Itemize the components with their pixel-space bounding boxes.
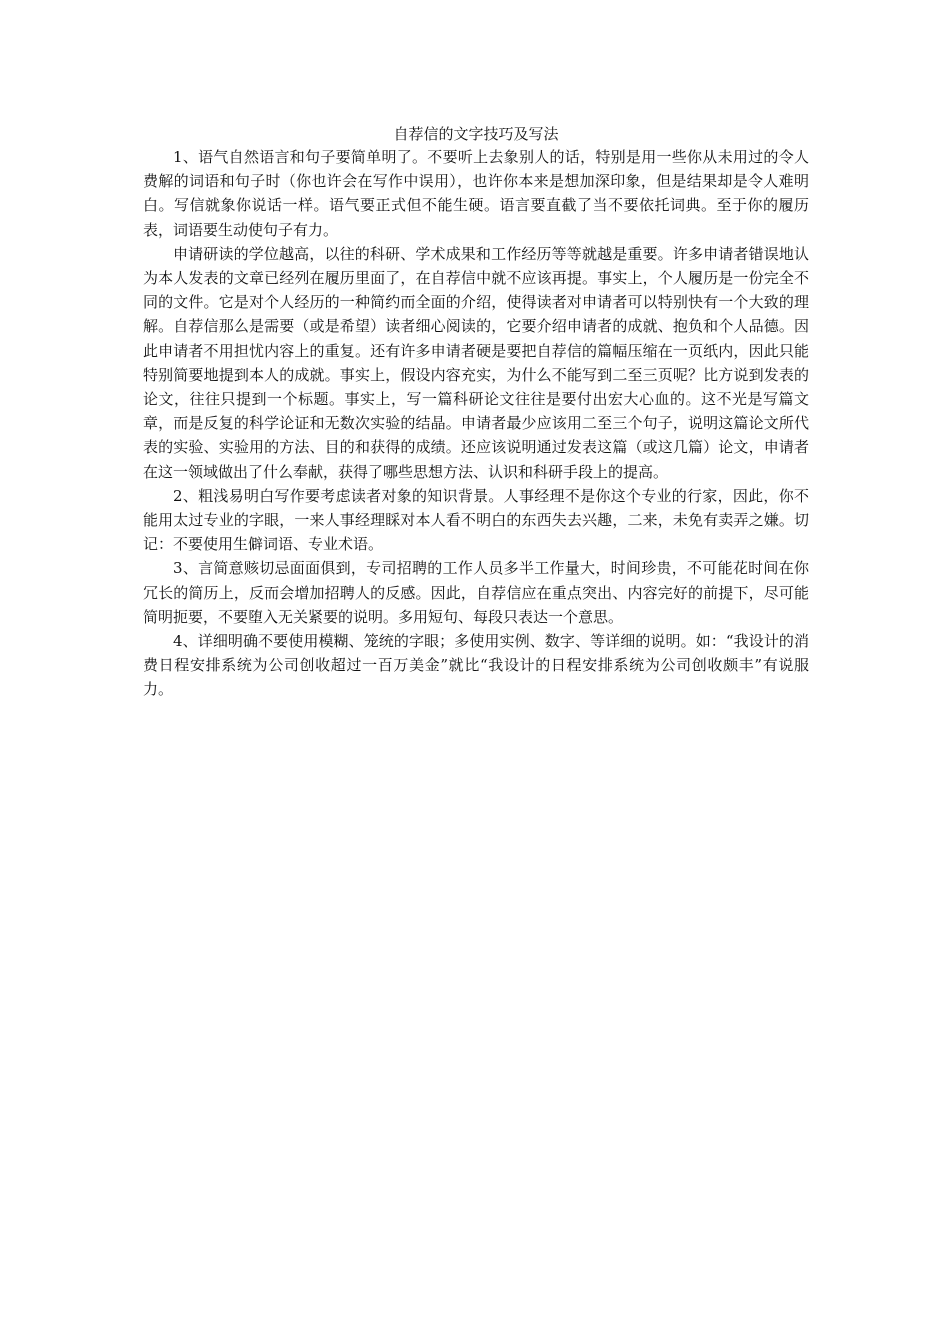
document-page bbox=[143, 123, 809, 702]
paragraph-tone: 1、语气自然语言和句子要简单明了。不要听上去象别人的话，特别是用一些你从未用过的令人费解的词语和句子时（你也许会在写作中误用），也许你本来是想加深印象，但是结果却是令人难明白。写信就象你说话一样。语气要正式但不能生硬。语言要直截了当不要依托词典。至于你的履历表，词语要生动使句子有力。 bbox=[143, 148, 809, 239]
paragraph-specificity: 4、详细明确不要使用模糊、笼统的字眼；多使用实例、数字、等详细的说明。如：“我设计的消费日程安排系统为公司创收超过一百万美金”就比“我设计的日程安排系统为公司创收颇丰”有说服力。 bbox=[143, 632, 809, 699]
paragraph-simplicity: 2、粗浅易明白写作要考虑读者对象的知识背景。人事经理不是你这个专业的行家，因此，你不能用太过专业的字眼，一来人事经理睬对本人看不明白的东西失去兴趣，二来，未免有卖弄之嫌。切记：不要使用生僻词语、专业术语。 bbox=[143, 486, 809, 554]
document-title: 自荐信的文字技巧及写法 bbox=[393, 125, 559, 143]
paragraph-achievements: 申请研读的学位越高，以往的科研、学术成果和工作经历等等就越是重要。许多申请者错误地认为本人发表的文章已经列在履历里面了，在自荐信中就不应该再提。事实上，个人履历是一份完全不同的文件。它是对个人经历的一种简约而全面的介绍，使得读者对申请者可以特别快有一个大致的理解。自荐信那么是需要（或是希望）读者细心阅读的，它要介绍申请者的成就、抱负和个人品德。因此申请者不用担忧内容上的重复。还有许多申请者硬是要把自荐信的篇幅压缩在一页纸内，因此只能特别简要地提到本人的成就。事实上，假设内容充实，为什么不能写到二至三页呢？比方说到发表的论文，往往只提到一个标题。事实上，写一篇科研论文往往是要付出宏大心血的。这不光是写篇文章，而是反复的科学论证和无数次实验的结晶。申请者最少应该用二至三个句子，说明这篇论文所代表的实验、实验用的方法、目的和获得的成绩。还应该说明通过发表这篇（或这几篇）论文，申请者在这一领域做出了什么奉献，获得了哪些思想方法、认识和科研手段上的提高。 bbox=[143, 244, 809, 481]
paragraph-conciseness: 3、言简意赅切忌面面俱到，专司招聘的工作人员多半工作量大，时间珍贵，不可能花时间在你冗长的简历上，反而会增加招聘人的反感。因此，自荐信应在重点突出、内容完好的前提下，尽可能简明扼要，不要堕入无关紧要的说明。多用短句、每段只表达一个意思。 bbox=[143, 559, 809, 626]
